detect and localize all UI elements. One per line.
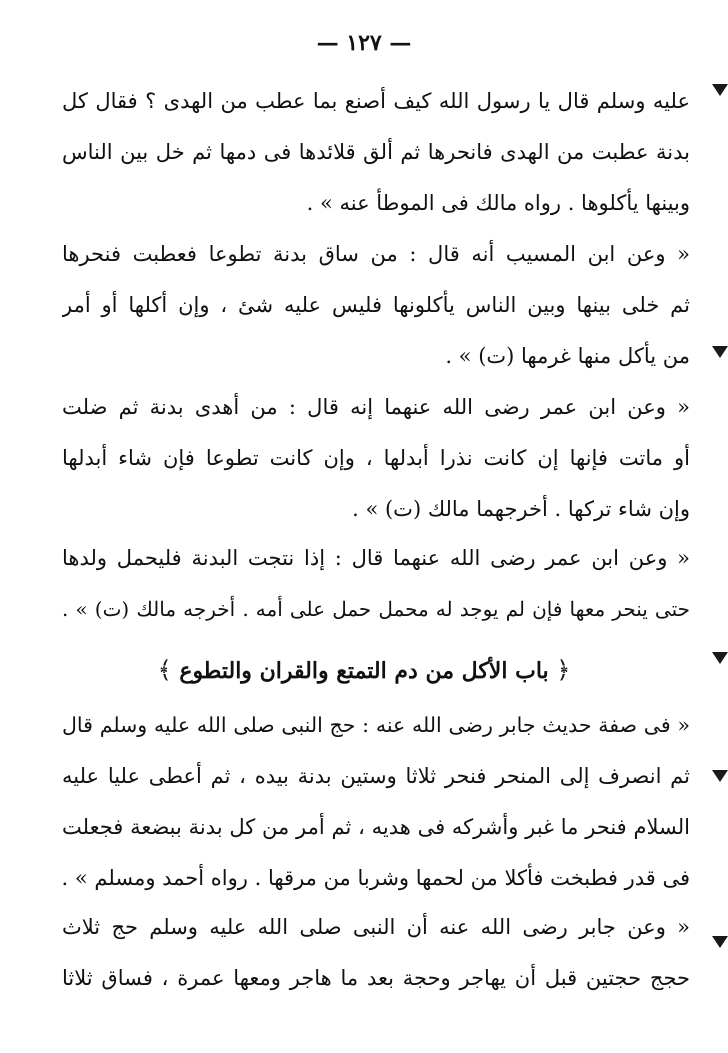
text-line: السلام فنحر ما غبر وأشركه فى هديه ، ثم أمر من كل بدنة ببضعة فجعلت bbox=[62, 815, 690, 839]
text-line: وإن شاء تركها . أخرجهما مالك (ت) » . bbox=[352, 497, 690, 521]
paragraph bbox=[62, 229, 690, 382]
text-line: حجج حجتين قبل أن يهاجر وحجة بعد ما هاجر ومعها عمرة ، فساق ثلاثا bbox=[62, 966, 690, 990]
margin-mark-icon bbox=[712, 652, 728, 664]
paragraph bbox=[62, 902, 690, 1004]
text-line: فى قدر فطبخت فأكلا من لحمها وشربا من مرقها . رواه أحمد ومسلم » . bbox=[62, 866, 690, 890]
chapter-heading bbox=[0, 650, 728, 691]
margin-mark-icon bbox=[712, 936, 728, 948]
text-line: من يأكل منها غرمها (ت) » . bbox=[445, 344, 690, 368]
ornament-right: ﴿ bbox=[556, 656, 571, 684]
text-line: ثم خلى بينها وبين الناس يأكلونها فليس عليه شئ ، وإن أكلها أو أمر bbox=[62, 293, 690, 317]
margin-mark-icon bbox=[712, 84, 728, 96]
chapter-title: باب الأكل من دم التمتع والقران والتطوع bbox=[179, 658, 549, 684]
margin-mark-icon bbox=[712, 770, 728, 782]
text-line: وبينها يأكلوها . رواه مالك فى الموطأ عنه » . bbox=[306, 191, 690, 215]
text-line: « وعن ابن المسيب أنه قال : من ساق بدنة تطوعا فعطبت فنحرها bbox=[62, 242, 690, 266]
page-number: — ١٢٧ — bbox=[316, 30, 412, 56]
text-line: عليه وسلم قال يا رسول الله كيف أصنع بما عطب من الهدى ؟ فقال كل bbox=[62, 89, 690, 113]
margin-mark-icon bbox=[712, 346, 728, 358]
text-line: حتى ينحر معها فإن لم يوجد له محمل حمل على أمه . أخرجه مالك (ت) » . bbox=[62, 597, 690, 621]
text-line: « وعن ابن عمر رضى الله عنهما قال : إذا نتجت البدنة فليحمل ولدها bbox=[62, 546, 690, 570]
text-line: بدنة عطبت من الهدى فانحرها ثم ألق قلائدها فى دمها ثم خل بين الناس bbox=[62, 140, 690, 164]
ornament-left: ﴾ bbox=[157, 656, 172, 684]
paragraph bbox=[62, 533, 690, 635]
text-line: ثم انصرف إلى المنحر فنحر ثلاثا وستين بدنة بيده ، ثم أعطى عليا عليه bbox=[62, 764, 690, 788]
paragraph bbox=[62, 76, 690, 229]
text-line: « وعن جابر رضى الله عنه أن النبى صلى الله عليه وسلم حج ثلاث bbox=[62, 915, 690, 939]
paragraph bbox=[62, 700, 690, 904]
text-line: « فى صفة حديث جابر رضى الله عنه : حج النبى صلى الله عليه وسلم قال bbox=[62, 713, 690, 737]
text-line: أو ماتت فإنها إن كانت نذرا أبدلها ، وإن كانت تطوعا فإن شاء أبدلها bbox=[62, 446, 690, 470]
text-line: « وعن ابن عمر رضى الله عنهما إنه قال : من أهدى بدنة ثم ضلت bbox=[62, 395, 690, 419]
paragraph bbox=[62, 382, 690, 535]
